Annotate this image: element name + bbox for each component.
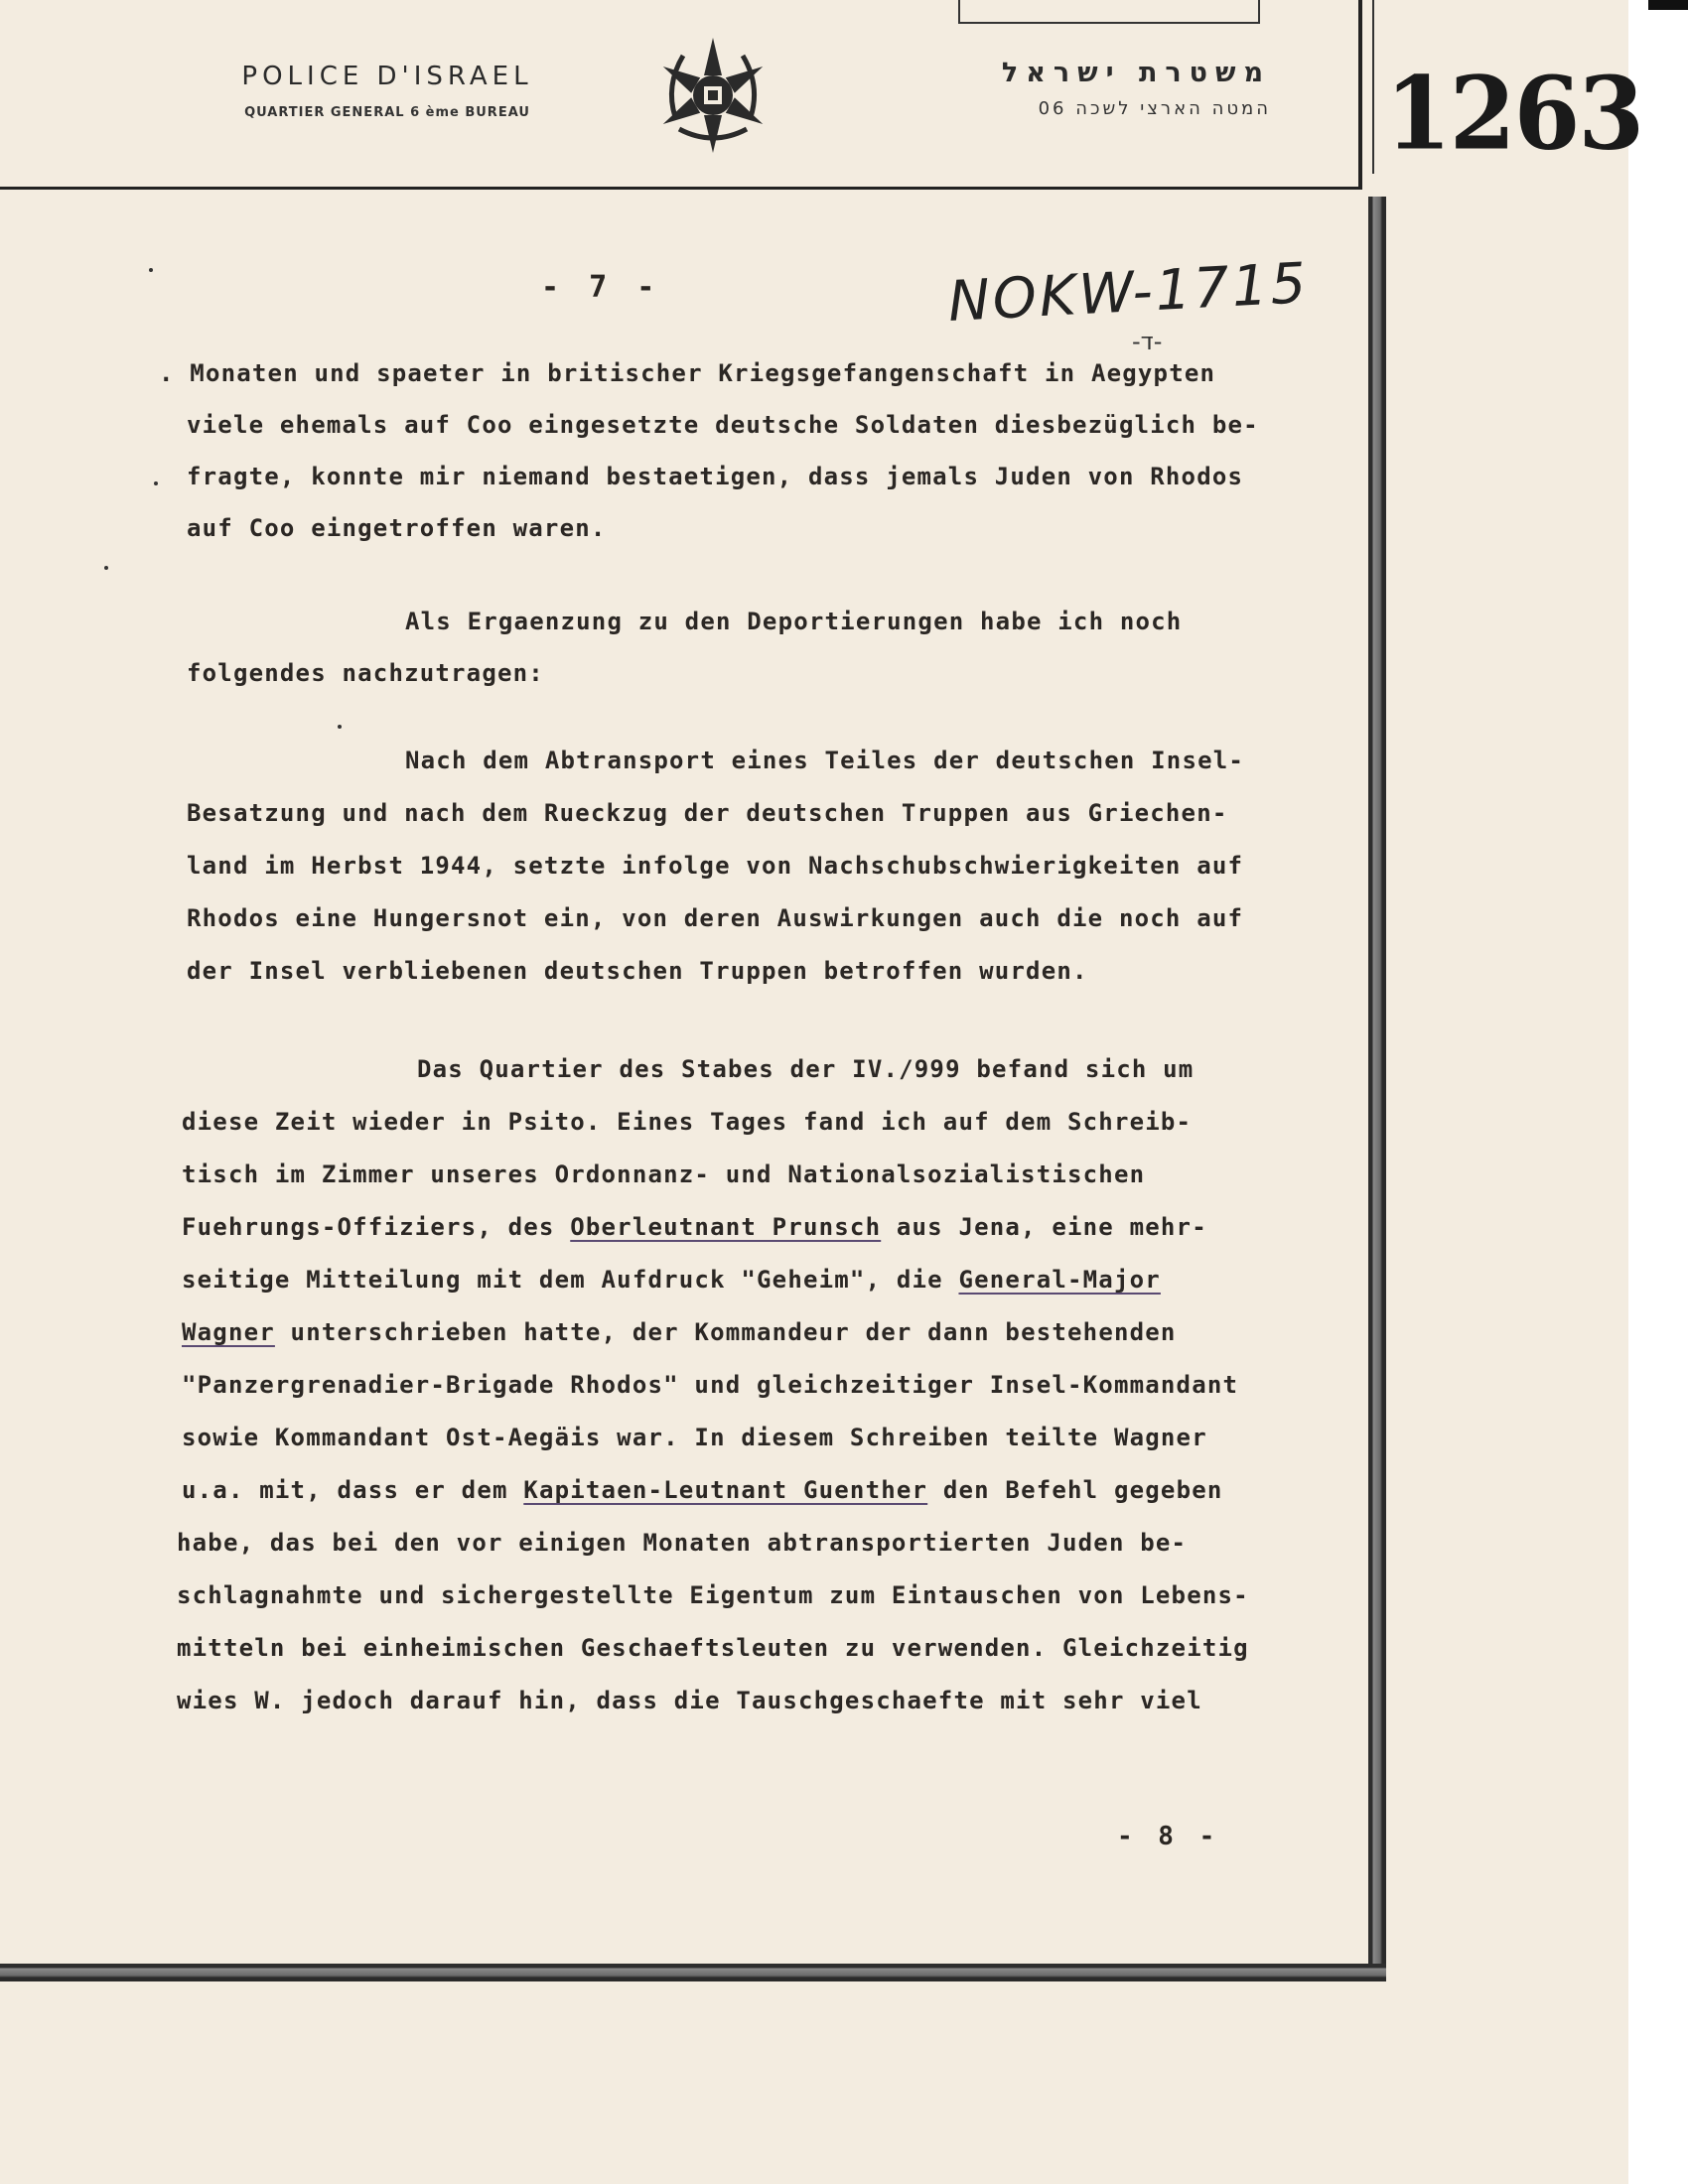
text-line: viele ehemals auf Coo eingesetzte deutsche Soldaten diesbezüglich be- [187,411,1259,439]
text-line: schlagnahmte und sichergestellte Eigentum zum Eintauschen von Lebens- [177,1581,1249,1609]
text-line: . Monaten und spaeter in britischer Kriegsgefangenschaft in Aegypten [159,359,1216,387]
text-span: u.a. mit, dass er dem [182,1476,524,1504]
scan-speck [149,268,153,272]
scan-speck [338,725,342,729]
handwritten-mark: -ד- [1132,328,1163,355]
scan-edge-mark [1648,0,1688,10]
text-span: den Befehl gegeben [927,1476,1223,1504]
text-line [182,1318,1177,1346]
text-line: folgendes nachzutragen: [187,659,544,687]
scan-margin [1628,0,1688,2184]
org-name-he: משטרת ישראל [1001,58,1271,88]
page-frame-bottom [0,1964,1386,1981]
text-line: land im Herbst 1944, setzte infolge von Nachschubschwierigkeiten auf [187,852,1244,880]
text-line: Besatzung und nach dem Rueckzug der deutschen Truppen aus Griechen- [187,799,1228,827]
page-frame-right [1368,197,1386,1964]
underlined-name: Kapitaen-Leutnant Guenther [523,1476,928,1504]
text-line: habe, das bei den vor einigen Monaten abtransportierten Juden be- [177,1529,1188,1557]
page-number-bottom: - 8 - [1117,1822,1220,1851]
handwritten-reference: NOKW-1715 [946,251,1311,335]
text-line: der Insel verbliebenen deutschen Truppen betroffen wurden. [187,957,1088,985]
text-line: diese Zeit wieder in Psito. Eines Tages fand ich auf dem Schreib- [182,1108,1193,1136]
text-span: unterschrieben hatte, der Kommandeur der dann bestehenden [274,1318,1177,1346]
dept-name-fr: QUARTIER GENERAL 6 ème BUREAU [244,105,530,120]
stamp-box [958,0,1260,24]
dept-name-he: המטה הארצי לשכה 06 [1038,98,1271,119]
text-line: Nach dem Abtransport eines Teiles der deutschen Insel- [405,747,1245,774]
page-number-top: - 7 - [541,270,661,305]
letterhead-french [204,62,571,120]
header-divider [1358,0,1362,189]
text-line: Rhodos eine Hungersnot ein, von deren Auswirkungen auch die noch auf [187,904,1244,932]
header-divider-thin [1372,0,1374,174]
text-line [182,1266,1161,1294]
police-emblem-icon [650,28,775,159]
underlined-name: Oberleutnant Prunsch [570,1213,882,1241]
text-line: tisch im Zimmer unseres Ordonnanz- und Nationalsozialistischen [182,1160,1146,1188]
text-line: "Panzergrenadier-Brigade Rhodos" und gleichzeitiger Insel-Kommandant [182,1371,1239,1399]
header-rule [0,187,1362,190]
scan-speck [104,566,108,570]
text-line [182,1476,1223,1504]
text-span: Fuehrungs-Offiziers, des [182,1213,571,1241]
text-line: sowie Kommandant Ost-Aegäis war. In diesem Schreiben teilte Wagner [182,1424,1207,1451]
text-line: Das Quartier des Stabes der IV./999 befand sich um [417,1055,1195,1083]
text-line: fragte, konnte mir niemand bestaetigen, dass jemals Juden von Rhodos [187,463,1244,490]
text-line: auf Coo eingetroffen waren. [187,514,607,542]
text-line: Als Ergaenzung zu den Deportierungen habe ich noch [405,608,1183,635]
text-line: wies W. jedoch darauf hin, dass die Tauschgeschaefte mit sehr viel [177,1687,1202,1714]
text-span: seitige Mitteilung mit dem Aufdruck "Geheim", die [182,1266,959,1294]
underlined-name: General-Major [958,1266,1161,1294]
text-span: aus Jena, eine mehr- [881,1213,1207,1241]
text-line [182,1213,1207,1241]
underlined-name: Wagner [182,1318,275,1346]
document-number-stamp: 1263 [1385,55,1643,173]
org-name-fr: POLICE D'ISRAEL [241,62,533,91]
letterhead-hebrew [894,58,1271,119]
text-line: mitteln bei einheimischen Geschaeftsleuten zu verwenden. Gleichzeitig [177,1634,1249,1662]
scan-speck [154,481,158,485]
